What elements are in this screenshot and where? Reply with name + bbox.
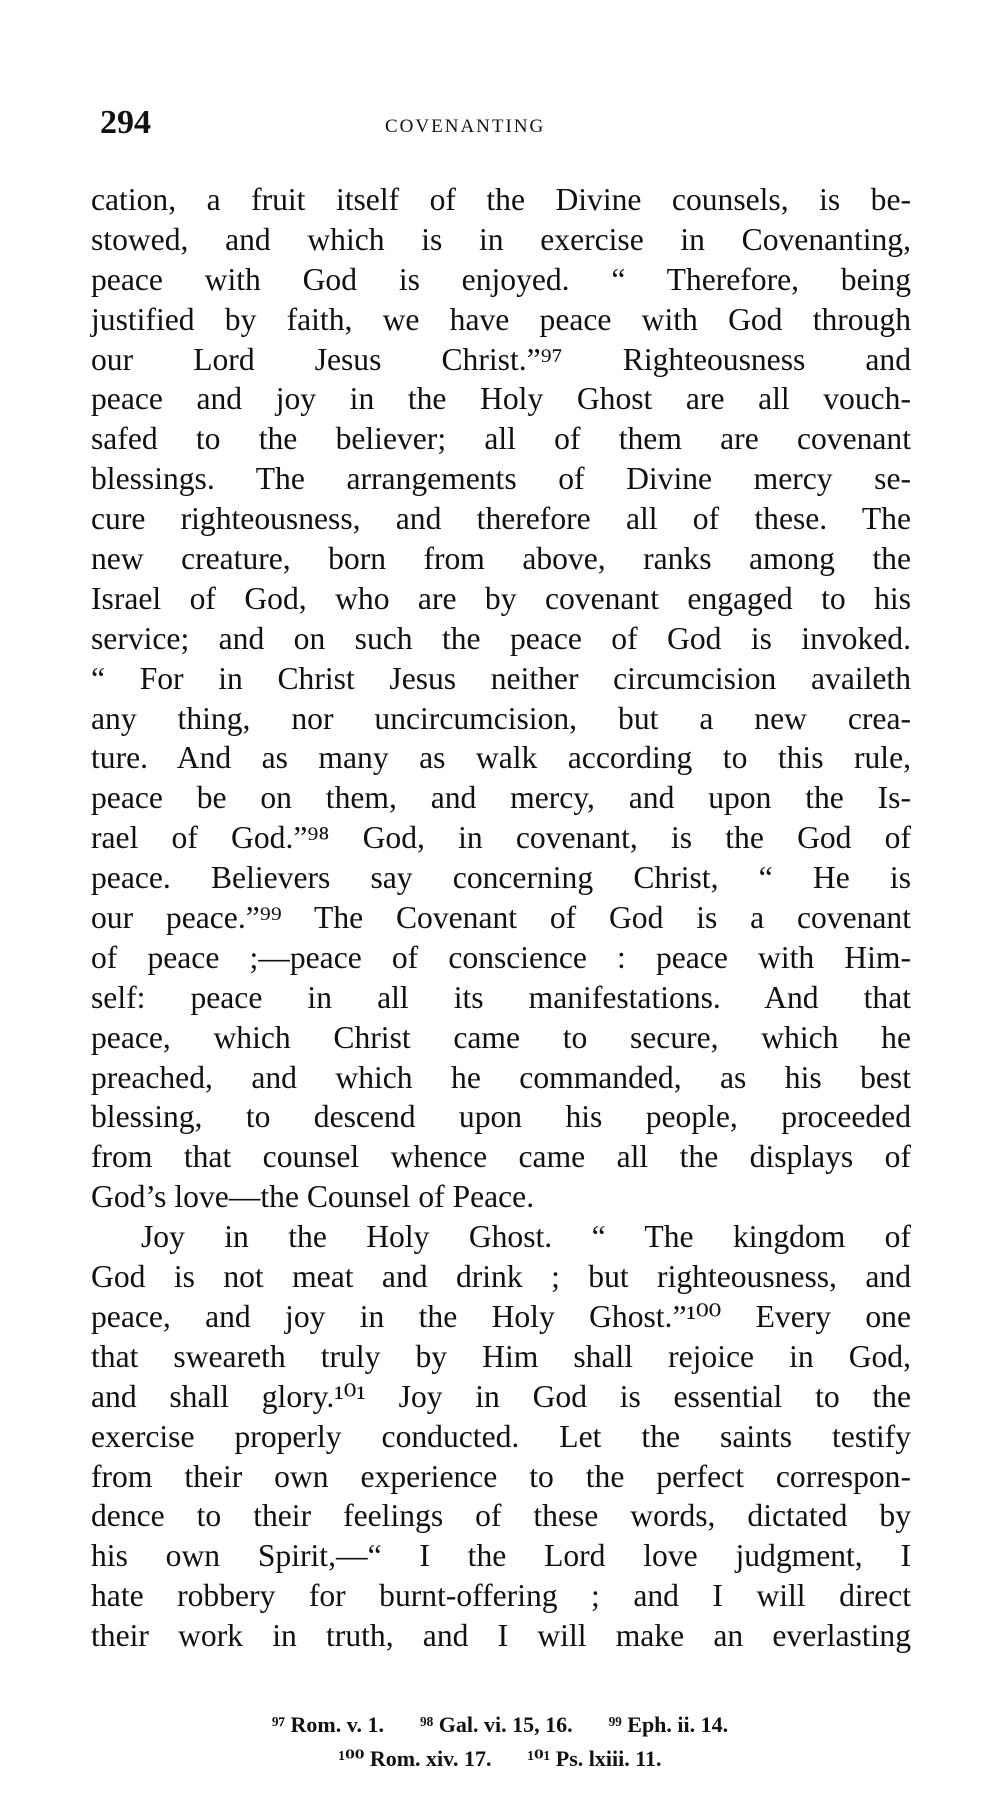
text-line: peace with God is enjoyed. “ Therefore, being [91, 261, 911, 297]
running-title: COVENANTING [385, 116, 546, 137]
page-header [100, 104, 915, 144]
text-line: and shall glory.¹⁰¹ Joy in God is essential to the [91, 1378, 911, 1414]
text-line: exercise properly conducted. Let the saints testify [91, 1418, 911, 1454]
footnote-98: ⁹⁸ Gal. vi. 15, 16. [420, 1712, 573, 1737]
text-line: dence to their feelings of these words, dictated by [91, 1498, 911, 1534]
text-line: his own Spirit,—“ I the Lord love judgment, I [91, 1538, 911, 1574]
text-line: peace. Believers say concerning Christ, “ He is [91, 860, 911, 896]
footnotes [0, 1708, 1000, 1776]
paragraph-last-line: God’s love—the Counsel of Peace. [91, 1179, 535, 1215]
text-line: preached, and which he commanded, as his best [91, 1059, 911, 1095]
text-line: their work in truth, and I will make an everlasting [91, 1618, 911, 1654]
text-line: from their own experience to the perfect correspon- [91, 1458, 911, 1494]
text-line: that sweareth truly by Him shall rejoice in God, [91, 1338, 911, 1374]
text-line: blessing, to descend upon his people, proceeded [91, 1099, 911, 1135]
text-line: of peace ;—peace of conscience : peace with Him- [91, 939, 911, 975]
footnote-97: ⁹⁷ Rom. v. 1. [271, 1712, 385, 1737]
text-line: God is not meat and drink ; but righteousness, and [91, 1259, 911, 1295]
text-line: our peace.”⁹⁹ The Covenant of God is a covenant [91, 900, 911, 936]
text-line: peace be on them, and mercy, and upon the Is- [91, 780, 911, 816]
footnote-line [0, 1742, 1000, 1776]
text-line: peace and joy in the Holy Ghost are all vouch- [91, 381, 911, 417]
text-line: peace, which Christ came to secure, which he [91, 1019, 911, 1055]
body-text [91, 180, 911, 1656]
text-line: ture. And as many as walk according to this rule, [91, 740, 911, 776]
text-line: hate robbery for burnt-offering ; and I will direct [91, 1578, 911, 1614]
footnote-99: ⁹⁹ Eph. ii. 14. [608, 1712, 729, 1737]
text-line: Israel of God, who are by covenant engaged to his [91, 580, 911, 616]
paragraph-first-line: Joy in the Holy Ghost. “ The kingdom of [141, 1219, 911, 1255]
text-line: rael of God.”⁹⁸ God, in covenant, is the God of [91, 820, 911, 856]
text-line: new creature, born from above, ranks among the [91, 541, 911, 577]
text-line: blessings. The arrangements of Divine mercy se- [91, 461, 911, 497]
text-line: safed to the believer; all of them are covenant [91, 421, 911, 457]
text-line: peace, and joy in the Holy Ghost.”¹⁰⁰ Every one [91, 1298, 911, 1334]
text-line: “ For in Christ Jesus neither circumcision availeth [91, 660, 911, 696]
text-line: cure righteousness, and therefore all of these. The [91, 501, 911, 537]
text-line: self: peace in all its manifestations. And that [91, 979, 911, 1015]
text-line: any thing, nor uncircumcision, but a new crea- [91, 700, 911, 736]
text-line: service; and on such the peace of God is invoked. [91, 620, 911, 656]
text-line: justified by faith, we have peace with God through [91, 301, 911, 337]
text-line: our Lord Jesus Christ.”⁹⁷ Righteousness and [91, 341, 911, 377]
footnote-100: ¹⁰⁰ Rom. xiv. 17. [338, 1746, 492, 1771]
page-number: 294 [100, 104, 151, 141]
text-line: cation, a fruit itself of the Divine counsels, is be- [91, 182, 911, 217]
footnote-line [0, 1708, 1000, 1742]
text-line: from that counsel whence came all the displays of [91, 1139, 911, 1175]
text-line: stowed, and which is in exercise in Covenanting, [91, 221, 911, 257]
footnote-101: ¹⁰¹ Ps. lxiii. 11. [527, 1746, 662, 1771]
